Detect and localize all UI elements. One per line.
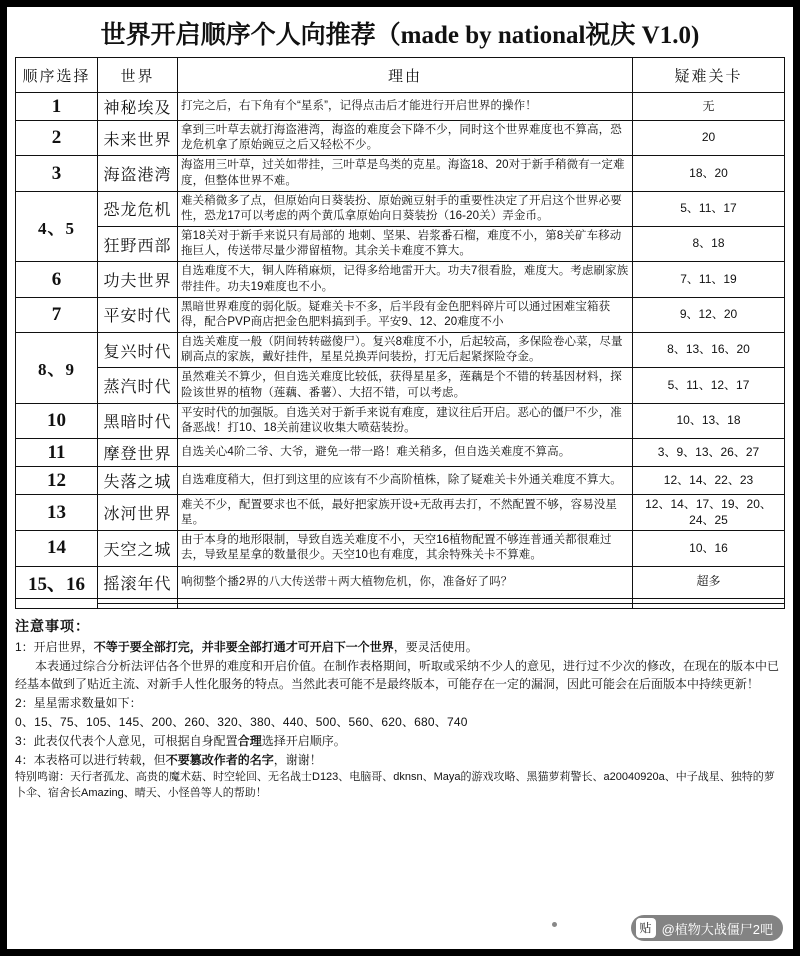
star-requirements: 0、15、75、105、145、200、260、320、380、440、500、560、620、680、740 xyxy=(15,714,468,729)
cell-reason: 平安时代的加强版。自选关对于新手来说有难度，建议往后开启。恶心的僵尸不少，准备恶战！打10、18关前建议收集大喷菇装扮。 xyxy=(178,403,633,438)
cell-reason: 虽然难关不算少，但自选关难度比较低，获得星星多，莲藕是个不错的转基因材料，探险该世界的植物（莲藕、番薯）、大招不错，可以考虑。 xyxy=(178,368,633,403)
cell-hard: 8、13、16、20 xyxy=(633,333,785,368)
cell-order: 4、5 xyxy=(16,191,98,262)
decorative-dot xyxy=(552,922,557,927)
table-header-row xyxy=(16,58,785,93)
table-row xyxy=(16,156,785,191)
cell-world: 摩登世界 xyxy=(98,439,178,467)
table-row xyxy=(16,227,785,262)
column-header-order: 顺序选择 xyxy=(16,58,98,93)
cell-reason: 自选难度稍大，但打到这里的应该有不少高阶植株，除了疑难关卡外通关难度不算大。 xyxy=(178,467,633,495)
cell-hard: 9、12、20 xyxy=(633,297,785,332)
table-row xyxy=(16,531,785,566)
cell-world: 摇滚年代 xyxy=(98,566,178,598)
cell-hard: 10、16 xyxy=(633,531,785,566)
note-6-prefix: 4：本表格可以进行转载，但 xyxy=(15,752,166,767)
cell-hard: 5、11、17 xyxy=(633,191,785,226)
cell-order: 2 xyxy=(16,121,98,156)
cell-world: 功夫世界 xyxy=(98,262,178,297)
table-row xyxy=(16,603,785,608)
cell-reason: 打完之后，右下角有个“星系”，记得点击后才能进行开启世界的操作！ xyxy=(178,93,633,121)
column-header-hard: 疑难关卡 xyxy=(633,58,785,93)
cell-order: 6 xyxy=(16,262,98,297)
note-1-bold: 不等于要全部打完，并非要全部打通才可开启下一个世界 xyxy=(93,639,394,654)
note-6-bold: 不要篡改作者的名字 xyxy=(165,752,274,767)
cell-order: 15、16 xyxy=(16,566,98,598)
cell-order: 1 xyxy=(16,93,98,121)
table-row xyxy=(16,368,785,403)
column-header-reason: 理由 xyxy=(178,58,633,93)
cell-world: 恐龙危机 xyxy=(98,191,178,226)
cell-world: 黑暗时代 xyxy=(98,403,178,438)
note-item-3: 2：星星需求数量如下： xyxy=(15,695,142,710)
note-item-1 xyxy=(15,638,785,656)
table-row xyxy=(16,495,785,531)
cell-reason: 海盗用三叶草，过关如带挂，三叶草是鸟类的克星。海盗18、20对于新手稍微有一定难度，但整体世界不难。 xyxy=(178,156,633,191)
cell-reason: 自选关难度一般（阴间转转磁傻尸）。复兴8难度不小，后起较高，多保险卷心菜，尽量刷高点的家族，戴好挂件，星星兑换弄问装扮，打无后起紧探险夺金。 xyxy=(178,333,633,368)
cell-reason: 自选难度不大，铜人阵稍麻烦，记得多给地雷开大。功夫7很看脸，难度大。考虑刷家族带挂件。功夫19难度也不小。 xyxy=(178,262,633,297)
cell-hard: 无 xyxy=(633,93,785,121)
cell-order: 3 xyxy=(16,156,98,191)
page-title: 世界开启顺序个人向推荐（made by national祝庆 V1.0) xyxy=(100,22,700,49)
table-row xyxy=(16,121,785,156)
note-1-suffix: ，要灵活使用。 xyxy=(393,639,478,654)
column-header-world: 世界 xyxy=(98,58,178,93)
table-row xyxy=(16,93,785,121)
watermark xyxy=(631,915,783,941)
table-row xyxy=(16,191,785,226)
cell-order: 14 xyxy=(16,531,98,566)
cell-hard xyxy=(633,603,785,608)
notes-heading: 注意事项： xyxy=(15,617,90,634)
cell-hard: 12、14、22、23 xyxy=(633,467,785,495)
cell-order xyxy=(16,598,98,608)
cell-reason: 难关不少，配置要求也不低，最好把家族开设+无敌再去打，不然配置不够，容易没星星。 xyxy=(178,495,633,531)
cell-world xyxy=(98,603,178,608)
table-row xyxy=(16,403,785,438)
notes-section xyxy=(15,616,785,802)
cell-world: 复兴时代 xyxy=(98,333,178,368)
cell-order: 10 xyxy=(16,403,98,438)
cell-world: 未来世界 xyxy=(98,121,178,156)
table-row xyxy=(16,439,785,467)
cell-world: 海盗港湾 xyxy=(98,156,178,191)
note-6-suffix: ，谢谢！ xyxy=(273,752,322,767)
table-row xyxy=(16,333,785,368)
cell-hard: 20 xyxy=(633,121,785,156)
note-item-5 xyxy=(15,732,785,750)
cell-order: 7 xyxy=(16,297,98,332)
world-order-table xyxy=(15,57,785,609)
note-5-bold: 合理 xyxy=(237,733,262,748)
tieba-logo-icon: 贴 xyxy=(636,918,656,938)
note-item-2: 本表通过综合分析法评估各个世界的难度和开启价值。在制作表格期间，听取或采纳不少人的意见，进行过不少次的修改，在现在的版本中已经基本做到了贴近主流、对新手人性化服务的特点。当然此表可能不是最终版本，可能存在一定的漏洞，因此可能会在后面版本中持续更新！ xyxy=(15,658,780,691)
cell-hard: 7、11、19 xyxy=(633,262,785,297)
table-row xyxy=(16,262,785,297)
note-1-prefix: 1：开启世界， xyxy=(15,639,94,654)
cell-world: 冰河世界 xyxy=(98,495,178,531)
cell-hard: 8、18 xyxy=(633,227,785,262)
table-row xyxy=(16,297,785,332)
cell-reason: 第18关对于新手来说只有局部的 地刺、坚果、岩浆番石榴，难度不小，第8关矿车移动拖巨人，传送带尽量少滞留植物。其余关卡难度不算大。 xyxy=(178,227,633,262)
cell-world: 蒸汽时代 xyxy=(98,368,178,403)
cell-world: 失落之城 xyxy=(98,467,178,495)
cell-hard: 5、11、12、17 xyxy=(633,368,785,403)
cell-world: 狂野西部 xyxy=(98,227,178,262)
cell-hard: 18、20 xyxy=(633,156,785,191)
note-item-6 xyxy=(15,751,785,769)
table-row xyxy=(16,566,785,598)
cell-reason: 由于本身的地形限制，导致自选关难度不小，天空16植物配置不够连普通关都很难过去，导致星星拿的数量很少。天空10也有难度，其余特殊关卡不算难。 xyxy=(178,531,633,566)
cell-reason: 黑暗世界难度的弱化版。疑难关卡不多，后半段有金色肥料碎片可以通过困难宝箱获得，配合PVP商店把金色肥料搞到手。平安9、12、20难度不小 xyxy=(178,297,633,332)
cell-order: 8、9 xyxy=(16,333,98,404)
cell-hard: 3、9、13、26、27 xyxy=(633,439,785,467)
cell-hard: 超多 xyxy=(633,566,785,598)
cell-reason: 拿到三叶草去就打海盗港湾，海盗的难度会下降不少，同时这个世界难度也不算高，恐龙危机拿了原始豌豆之后又轻松不少。 xyxy=(178,121,633,156)
table-row xyxy=(16,467,785,495)
thanks-text: 特别鸣谢：天行者孤龙、高贵的魔术菇、时空轮回、无名战士D123、电脑哥、dknsn、Maya的游戏攻略、黑猫萝莉警长、a20040920a、中子战星、独特的萝卜伞、宿舍长Amazing、晴天、小怪兽等人的帮助！ xyxy=(15,770,775,799)
note-5-suffix: 选择开启顺序。 xyxy=(261,733,346,748)
cell-reason: 难关稍微多了点，但原始向日葵装扮、原始豌豆射手的重要性决定了开启这个世界必要性，恐龙17可以考虑的两个黄瓜拿原始向日葵装扮（16-20关）弄金币。 xyxy=(178,191,633,226)
cell-hard: 10、13、18 xyxy=(633,403,785,438)
cell-order: 11 xyxy=(16,439,98,467)
cell-world: 神秘埃及 xyxy=(98,93,178,121)
cell-reason: 响彻整个播2界的八大传送带＋两大植物危机，你，准备好了吗？ xyxy=(178,566,633,598)
table-header xyxy=(16,58,785,93)
cell-hard: 12、14、17、19、20、24、25 xyxy=(633,495,785,531)
watermark-label: @植物大战僵尸2吧 xyxy=(661,921,773,937)
cell-reason: 自选关心4阶二爷、大爷，避免一带一路！难关稍多，但自选关难度不算高。 xyxy=(178,439,633,467)
cell-order: 13 xyxy=(16,495,98,531)
cell-world: 平安时代 xyxy=(98,297,178,332)
cell-world: 天空之城 xyxy=(98,531,178,566)
cell-reason xyxy=(178,603,633,608)
note-5-prefix: 3：此表仅代表个人意见，可根据自身配置 xyxy=(15,733,238,748)
cell-order: 12 xyxy=(16,467,98,495)
table-body xyxy=(16,93,785,609)
